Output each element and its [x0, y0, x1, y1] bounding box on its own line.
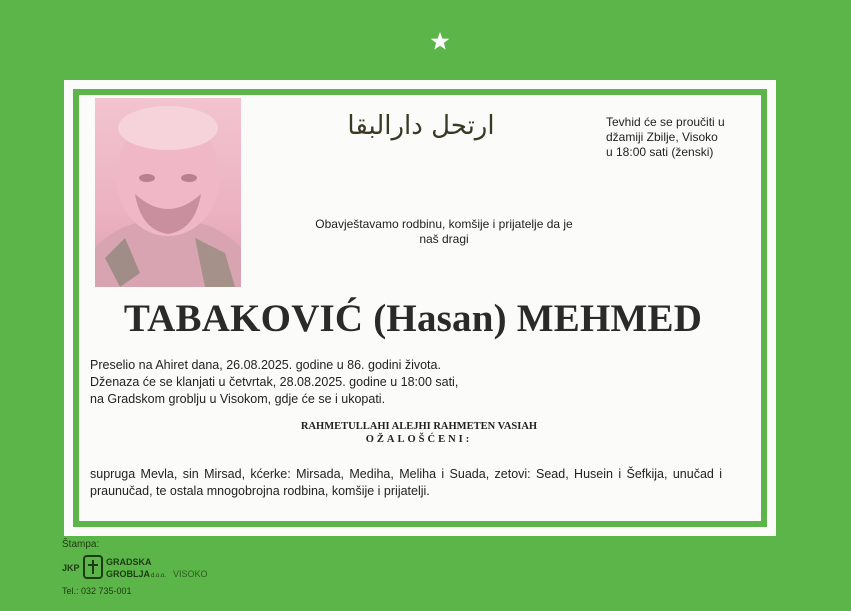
logo-line1: GRADSKA: [106, 557, 152, 567]
mourners-list: supruga Mevla, sin Mirsad, kćerke: Mirsada, Mediha, Meliha i Suada, zetovi: Sead, Husein i Šefkija, unučad i praunučad, te ostala mnogobrojna rodbina, komšije i prijatelji.: [90, 467, 722, 498]
logo-suffix: d.o.o.: [151, 573, 167, 579]
announcement: [298, 217, 590, 247]
mourners-title: OŽALOŠĆENI:: [365, 434, 473, 445]
arabic-calligraphy: [346, 98, 496, 156]
tevhid-line: Tevhid će se proučiti u: [606, 115, 725, 129]
logo-prefix: JKP: [62, 563, 80, 573]
details-line: na Gradskom groblju u Visokom, gdje će se i ukopati.: [90, 392, 386, 406]
details-line: Dženaza će se klanjati u četvrtak, 28.08.2025. godine u 18:00 sati,: [90, 375, 459, 389]
deceased-name: TABAKOVIĆ (Hasan) MEHMED: [123, 297, 703, 340]
tevhid-notice: [606, 115, 766, 160]
printer-logo: [62, 552, 222, 584]
tevhid-line: džamiji Zbilje, Visoko: [606, 130, 718, 144]
deceased-photo: [95, 98, 241, 287]
tevhid-line: u 18:00 sati (ženski): [606, 145, 714, 159]
announcement-line: Obavještavamo rodbinu, komšije i prijatelje da je: [315, 217, 573, 231]
logo-city: VISOKO: [173, 569, 208, 579]
prayer-line: RAHMETULLAHI ALEJHI RAHMETEN VASIAH: [300, 421, 538, 432]
crescent-star-icon: [388, 8, 458, 72]
details-line: Preselio na Ahiret dana, 26.08.2025. godine u 86. godini života.: [90, 358, 441, 372]
printer-label: Štampa:: [62, 539, 100, 550]
death-details: [90, 357, 540, 408]
announcement-line: naš dragi: [419, 232, 469, 246]
calligraphy-text: ارتحل دارالبقا: [347, 111, 495, 141]
logo-line2: GROBLJA: [106, 569, 151, 579]
cemetery-emblem-icon: [84, 556, 102, 578]
printer-phone: Tel.: 032 735-001: [62, 586, 132, 596]
